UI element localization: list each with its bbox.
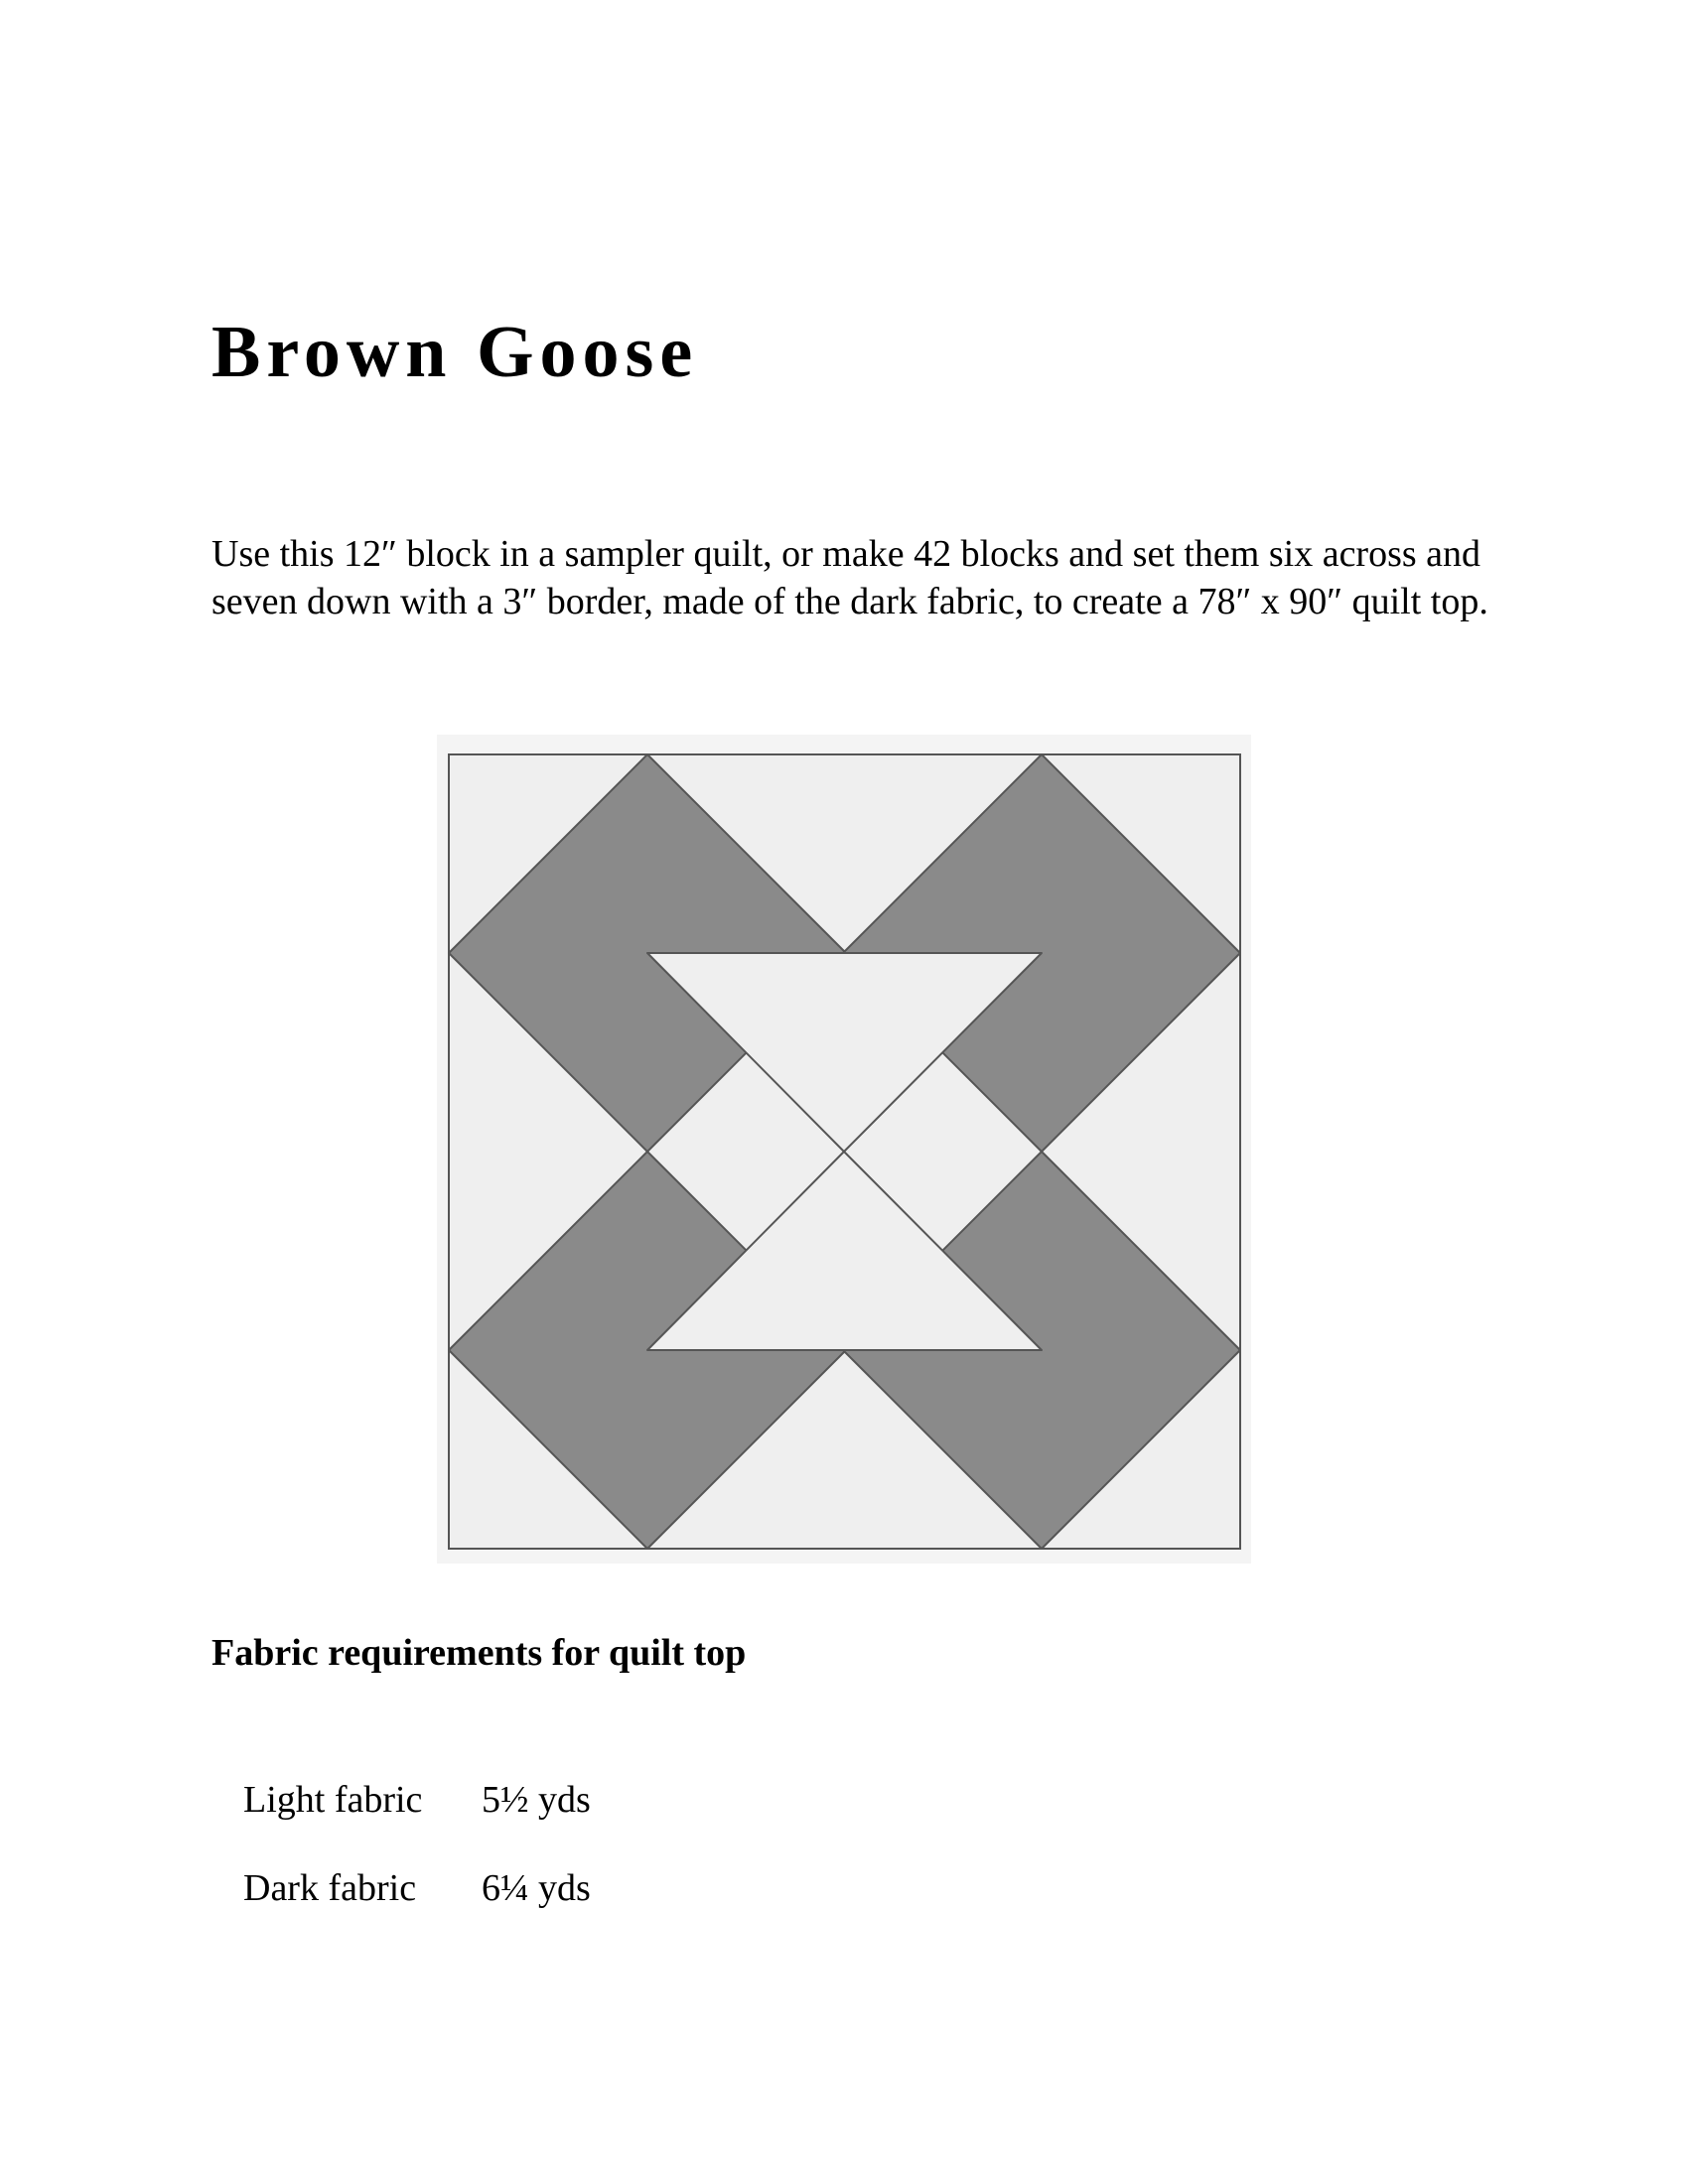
fabric-row-dark	[243, 1864, 591, 1953]
page-title: Brown Goose	[211, 312, 699, 393]
fabric-name: Dark fabric	[243, 1867, 417, 1909]
fabric-requirements-heading: Fabric requirements for quilt top	[211, 1632, 747, 1674]
quilt-block-figure	[437, 735, 1251, 1564]
quilt-block-svg	[437, 735, 1251, 1564]
fabric-row-light	[243, 1776, 591, 1864]
fabric-amount: 6¼ yds	[482, 1867, 591, 1909]
fabric-requirements-list	[243, 1776, 591, 1953]
fabric-amount: 5½ yds	[482, 1779, 591, 1821]
fabric-name: Light fabric	[243, 1779, 423, 1821]
intro-paragraph: Use this 12″ block in a sampler quilt, or make 42 blocks and set them six across and seven down with a 3″ border, made of the dark fabric, to create a 78″ x 90″ quilt top.	[211, 533, 1488, 622]
